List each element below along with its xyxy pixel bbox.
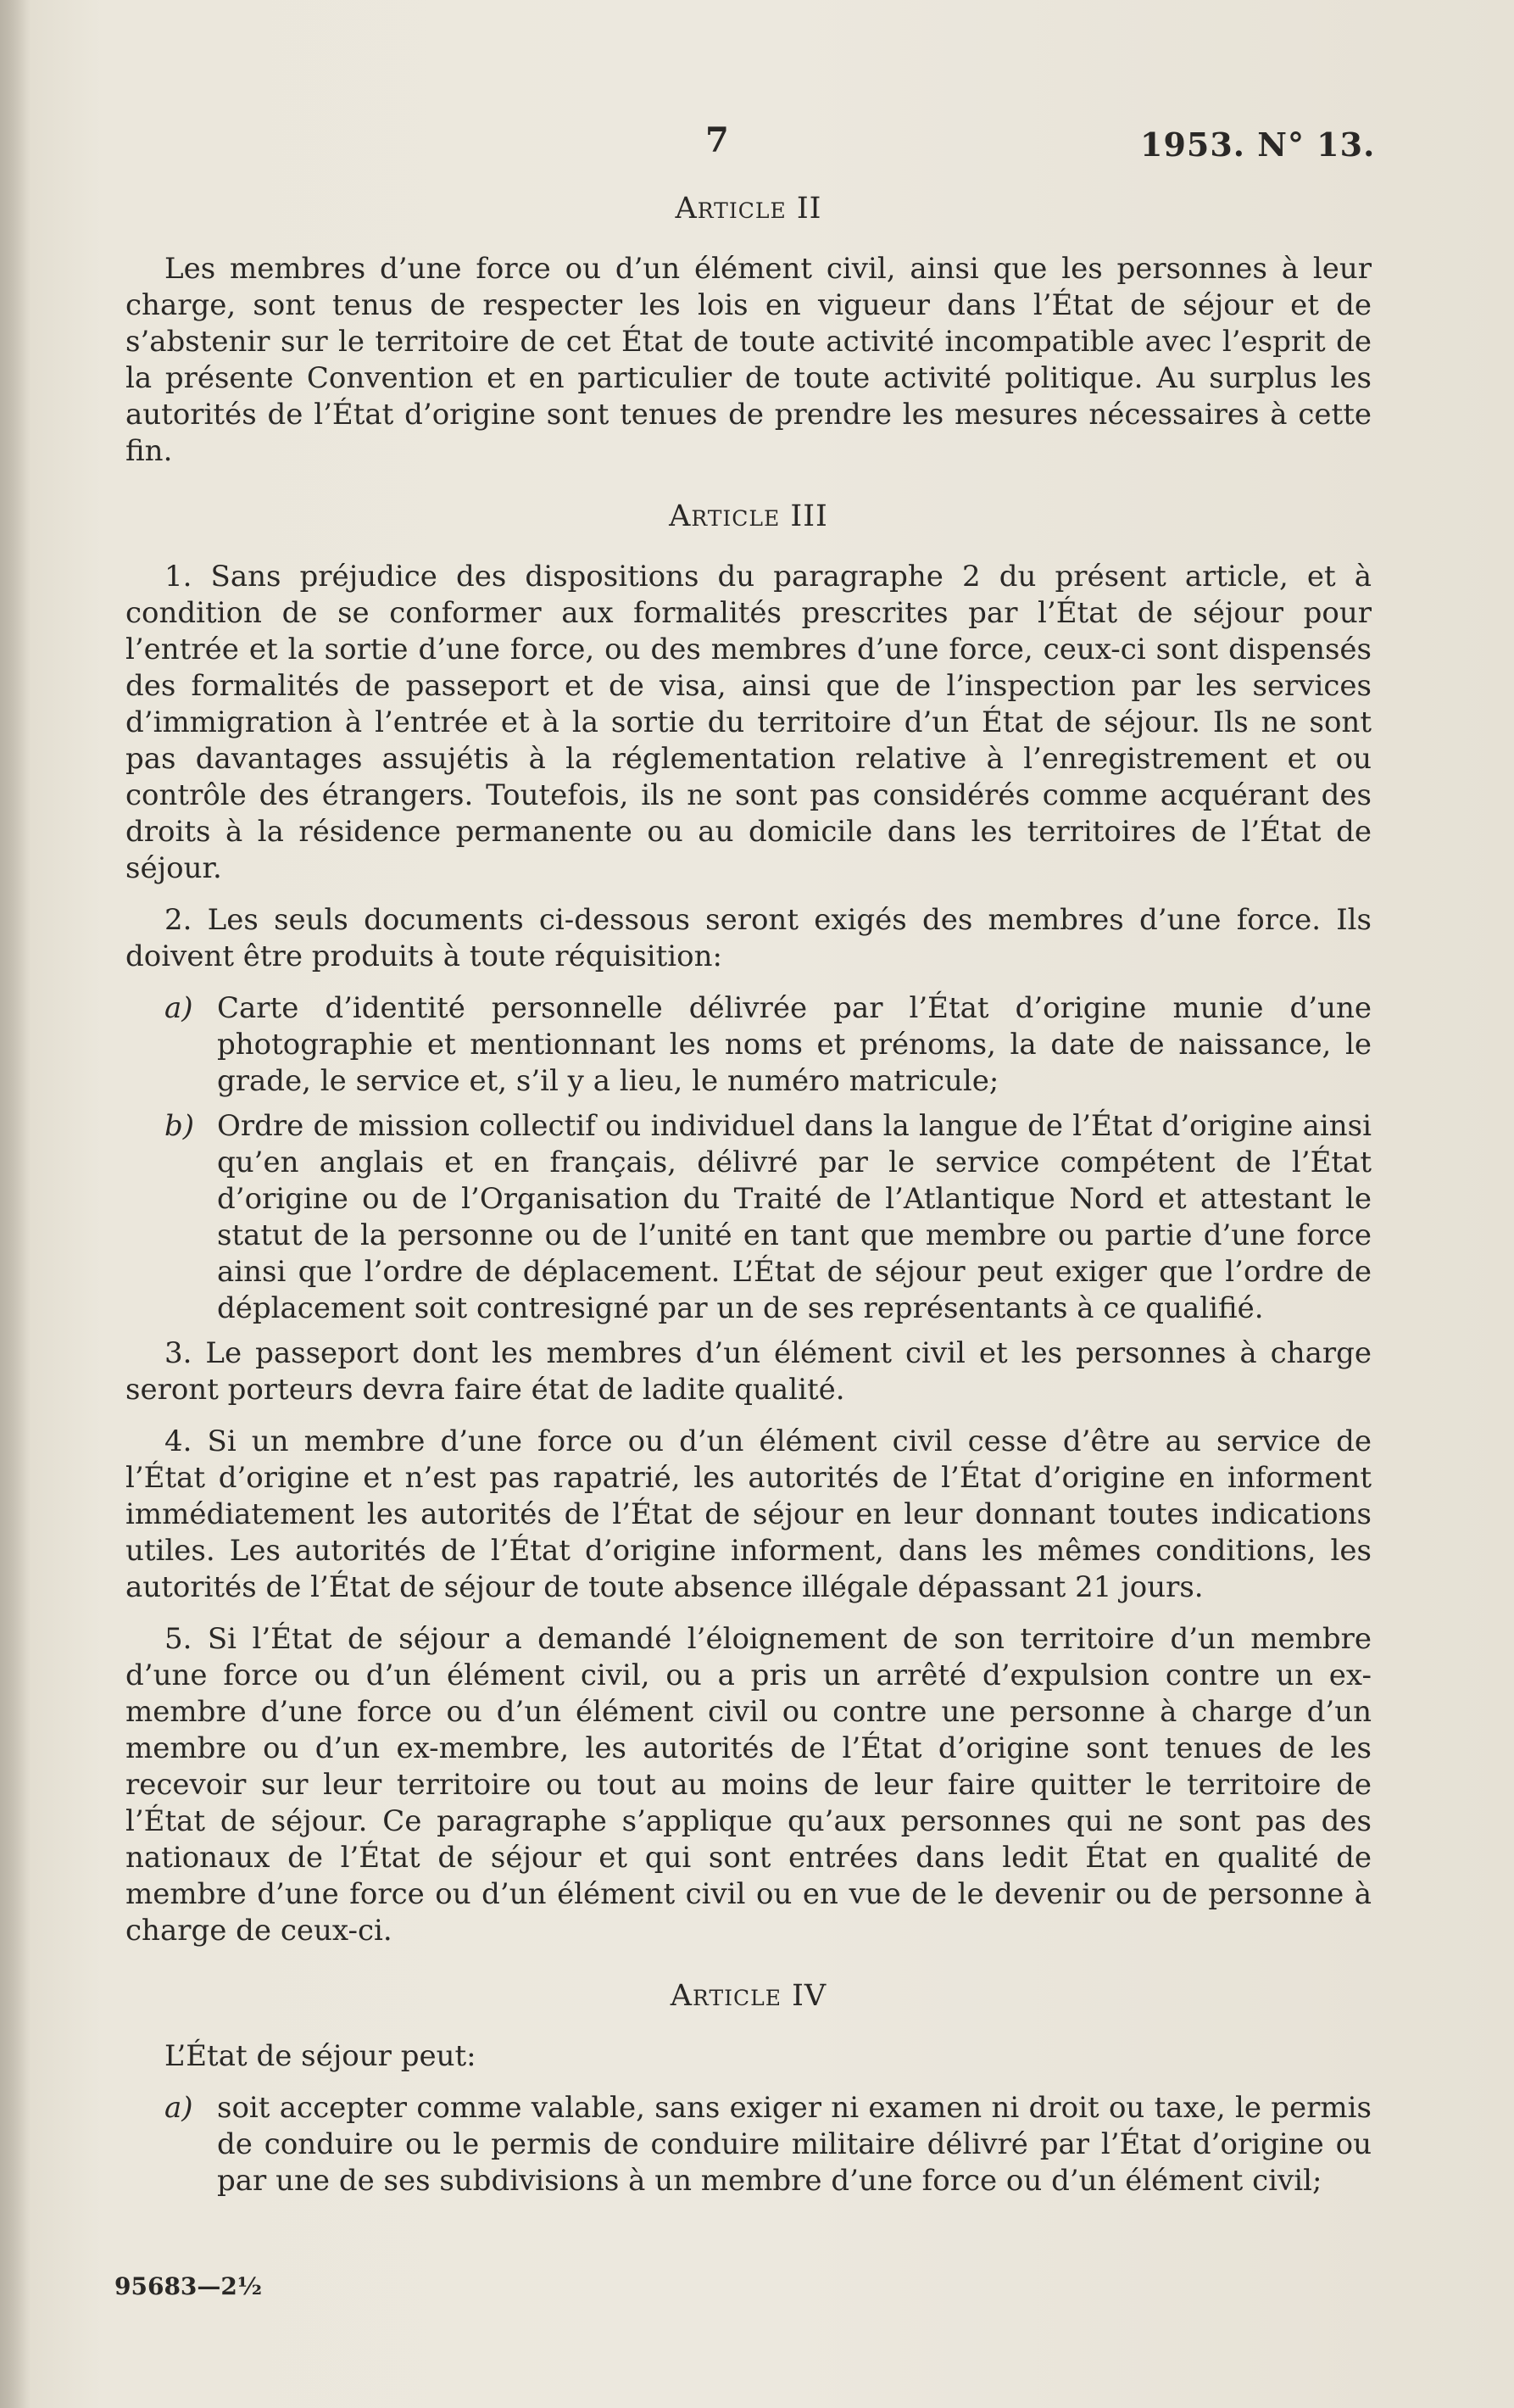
item-b-marker: b)	[164, 1109, 195, 1143]
article-iii-paragraph-4: 4. Si un membre d’une force ou d’un élément civil cesse d’être au service de l’État d’origine et n’est pas rapatrié, les autorités de l’État d’origine en informent immédiatement les autorités de l’État de séjour en leur donnant toutes indications utiles. Les autorités de l’État d’origine informent, dans les mêmes conditions, les autorités de l’État de séjour de toute absence illégale dépassant 21 jours.	[125, 1424, 1372, 1604]
item-b-text: Ordre de mission collectif ou individuel dans la langue de l’État d’origine ainsi qu’en anglais et en français, délivré par le service compétent de l’État d’origine ou de l’Organisation du Traité de l’Atlantique Nord et attestant le statut de la personne ou de l’unité en tant que membre ou partie d’une force ainsi que l’ordre de déplacement. L’État de séjour peut exiger que l’ordre de déplacement soit contresigné par un de ses représentants à ce qualifié.	[217, 1109, 1372, 1325]
item-a-text: soit accepter comme valable, sans exiger ni examen ni droit ou taxe, le permis de conduire ou le permis de conduire militaire délivré par l’État d’origine ou par une de ses subdivisions à un membre d’une force ou d’un élément civil;	[217, 2091, 1372, 2198]
article-ii-paragraph: Les membres d’une force ou d’un élément civil, ainsi que les personnes à leur charge, sont tenus de respecter les lois en vigueur dans l’État de séjour et de s’abstenir sur le territoire de cet État de toute activité incompatible avec l’esprit de la présente Convention et en particulier de toute activité politique. Au surplus les autorités de l’État d’origine sont tenues de prendre les mesures nécessaires à cette fin.	[125, 252, 1372, 468]
page-number: 7	[705, 120, 729, 160]
article-iii-item-b	[125, 1108, 1372, 1327]
item-a-marker: a)	[164, 2091, 193, 2125]
article-iii-paragraph-2: 2. Les seuls documents ci-dessous seront exigés des membres d’une force. Ils doivent être produits à toute réquisition:	[125, 903, 1372, 973]
article-iii-paragraph-3: 3. Le passeport dont les membres d’un élément civil et les personnes à charge seront porteurs devra faire état de ladite qualité.	[125, 1336, 1372, 1407]
article-iv-heading: Article IV	[670, 1979, 827, 2013]
print-code: 95683—2½	[114, 2272, 263, 2300]
article-iv-intro: L’État de séjour peut:	[164, 2039, 476, 2073]
article-iii-heading: Article III	[669, 499, 828, 533]
article-iii-item-a	[125, 990, 1372, 1100]
article-iii-paragraph-1: 1. Sans préjudice des dispositions du paragraphe 2 du présent article, et à condition de se conformer aux formalités prescrites par l’État de séjour pour l’entrée et la sortie d’une force, ou des membres d’une force, ceux-ci sont dispensés des formalités de passeport et de visa, ainsi que de l’inspection par les services d’immigration à l’entrée et à la sortie du territoire d’un État de séjour. Ils ne sont pas davantages assujétis à la réglementation relative à l’enregistrement et ou contrôle des étrangers. Toutefois, ils ne sont pas considérés comme acquérant des droits à la résidence permanente ou au domicile dans les territoires de l’État de séjour.	[125, 560, 1372, 885]
item-a-marker: a)	[164, 991, 193, 1025]
article-iii-paragraph-5: 5. Si l’État de séjour a demandé l’éloignement de son territoire d’un membre d’une force ou d’un élément civil, ou a pris un arrêté d’expulsion contre un ex-membre d’une force ou d’un élément civil ou contre une personne à charge d’un membre ou d’un ex-membre, les autorités de l’État d’origine sont tenues de les recevoir sur leur territoire ou tout au moins de leur faire quitter le territoire de l’État de séjour. Ce paragraphe s’applique qu’aux personnes qui ne sont pas des nationaux de l’État de séjour et qui sont entrées dans ledit État en qualité de membre d’une force ou d’un élément civil ou en vue de le devenir ou de personne à charge de ceux-ci.	[125, 1622, 1372, 1948]
item-a-text: Carte d’identité personnelle délivrée par l’État d’origine munie d’une photographie et mentionnant les noms et prénoms, la date de naissance, le grade, le service et, s’il y a lieu, le numéro matricule;	[217, 991, 1372, 1098]
article-iv-item-a	[125, 2090, 1372, 2199]
binding-shadow	[0, 0, 31, 2408]
body-text	[125, 191, 1372, 2208]
article-ii-heading: Article II	[675, 192, 822, 226]
treaty-reference: 1953. N° 13.	[1140, 125, 1376, 164]
